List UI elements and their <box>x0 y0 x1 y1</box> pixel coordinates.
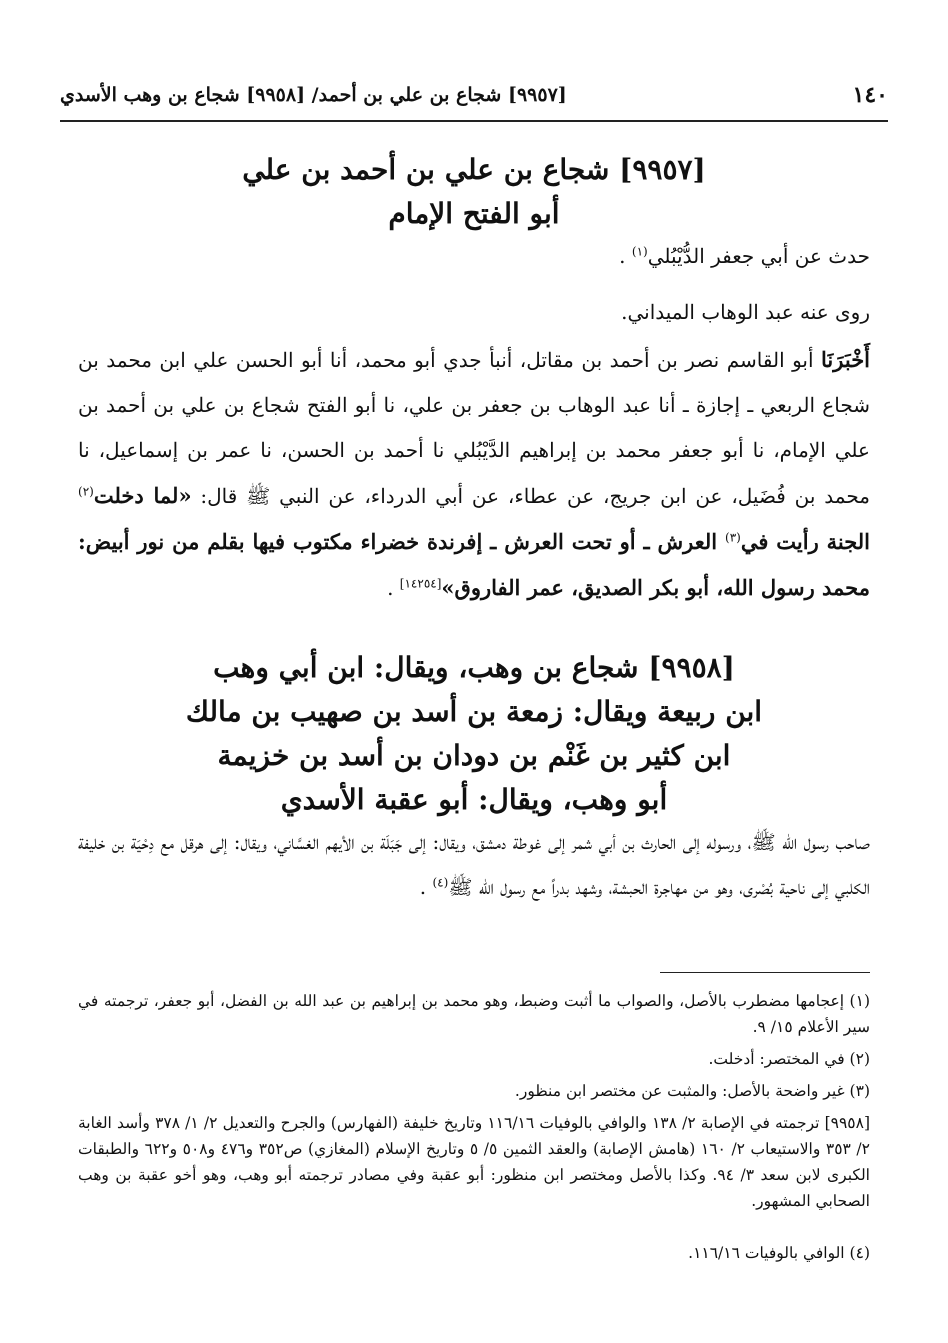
running-title: [٩٩٥٧] شجاع بن علي بن أحمد/ [٩٩٥٨] شجاع بن وهب الأسدي <box>60 84 567 106</box>
footnote-4 <box>78 1240 870 1266</box>
hadith-text-b: الجنة رأيت في <box>740 529 870 554</box>
akhbarana-word: أَخْبَرَنَا <box>821 347 871 372</box>
hadith-text-c: العرش ـ أو تحت العرش ـ إفرندة خضراء مكتوب فيها بقلم من نور أبيض: محمد رسول الله، أبو بكر الصديق، عمر الفاروق» <box>78 529 870 600</box>
footnote-text: في المختصر: أدخلت. <box>708 1050 850 1068</box>
hadith-number: [١٤٢٥٤] <box>399 576 442 591</box>
entry-9957-narrated-by <box>78 290 870 335</box>
footnote-rule <box>660 972 870 973</box>
entry-9958-lineage-2: ابن كثير بن غَنْم بن دودان بن أسد بن خزيمة <box>217 739 731 772</box>
entry-9957-title: [٩٩٥٧] شجاع بن علي بن أحمد بن علي <box>242 153 706 186</box>
narrated-from-text: حدث عن أبي جعفر الدُّيْبُلي <box>647 244 870 268</box>
footnote-ref-3: (٣) <box>725 530 741 545</box>
footnote-text: غير واضحة بالأصل: والمثبت عن مختصر ابن منظور. <box>514 1082 850 1100</box>
footnote-label: (٢) <box>849 1050 870 1068</box>
entry-9957-kunya: أبو الفتح الإمام <box>388 197 560 230</box>
running-header <box>60 76 888 120</box>
entry-9957-heading <box>60 148 888 236</box>
footnote-ref-1: (١) <box>631 244 648 259</box>
footnote-text: إعجامها مضطرب بالأصل، والصواب ما أثبت وضبط، وهو محمد بن إبراهيم بن عبد الله بن الفضل، أبو جعفر، ترجمته في سير الأعلام ١٥/ ٩. <box>78 992 870 1036</box>
biography-text: صاحب رسول الله ﷺ، ورسوله إلى الحارث بن أبي شمر إلى غوطة دمشق، ويقال: إلى جَبَلَة بن الأيهم الغسَّاني، ويقال: إلى هرقل مع دِحْيَة بن خليفة الكلبي إلى ناحية بُصْرى، وهو من مهاجرة الحبشة، وشهد بدراً مع رسول الله ﷺ <box>78 830 870 899</box>
footnote-ref-4: (٤) <box>432 875 449 890</box>
entry-9957-narrated-from <box>78 234 870 279</box>
footnote-9958-sources <box>78 1110 870 1214</box>
period: . <box>619 244 632 268</box>
footnote-label: (٤) <box>849 1244 870 1262</box>
footnote-1 <box>78 988 870 1040</box>
hadith-text-a: «لما دخلت <box>93 483 192 508</box>
footnote-2 <box>78 1046 870 1072</box>
period: . <box>387 576 400 600</box>
isnad-text: أبو القاسم نصر بن أحمد بن مقاتل، أنبأ جدي أبو محمد، أنا أبو الحسن علي ابن محمد بن شجاع الربعي ـ إجازة ـ أنا عبد الوهاب بن جعفر بن علي، نا أبو الفتح شجاع بن علي بن أحمد بن علي الإمام، نا أبو جعفر محمد بن إبراهيم الدَّيْبُلي نا أحمد بن الحسن، نا عمر بن إسماعيل، نا محمد بن فُضَيل، عن ابن جريج، عن عطاء، عن أبي الدرداء، عن النبي ﷺ قال: <box>78 348 870 508</box>
page-number: ١٤٠ <box>852 82 888 108</box>
narrated-by-text: روى عنه عبد الوهاب الميداني. <box>621 300 870 324</box>
footnote-label: [٩٩٥٨] <box>824 1114 871 1132</box>
header-rule <box>60 120 888 122</box>
entry-9957-isnad <box>78 337 870 611</box>
footnote-ref-2: (٢) <box>78 484 94 499</box>
entry-9958-lineage-1: ابن ربيعة ويقال: زمعة بن أسد بن صهيب بن مالك <box>185 695 763 728</box>
entry-9958-title: [٩٩٥٨] شجاع بن وهب، ويقال: ابن أبي وهب <box>213 651 735 684</box>
entry-9958-kunya: أبو وهب، ويقال: أبو عقبة الأسدي <box>280 783 668 816</box>
footnote-text: الوافي بالوفيات ١١٦/١٦. <box>688 1244 850 1262</box>
footnote-label: (٣) <box>849 1082 870 1100</box>
footnote-text: ترجمته في الإصابة ٢/ ١٣٨ والوافي بالوفيات ١١٦/١٦ وتاريخ خليفة (الفهارس) والجرح والتعديل ٢/ ١/ ٣٧٨ وأسد الغابة ٢/ ٣٥٣ والاستيعاب ٢/ ١٦٠ (هامش الإصابة) والعقد الثمين ٥/ ٥ وتاريخ الإسلام (المغازي) ص٣٥٢ و٤٧٦ و٥٠٨ و٦٢٢ والطبقات الكبرى لابن سعد ٣/ ٩٤. وكذا بالأصل ومختصر ابن منظور: أبو عقبة وفي مصادر ترجمته أبو وهب، وهو أخو عقبة بن وهب الصحابي المشهور. <box>78 1114 870 1210</box>
footnote-3 <box>78 1078 870 1104</box>
period: . <box>419 875 433 899</box>
footnote-label: (١) <box>849 992 870 1010</box>
entry-9958-biography <box>78 820 870 910</box>
entry-9958-heading <box>60 646 888 822</box>
